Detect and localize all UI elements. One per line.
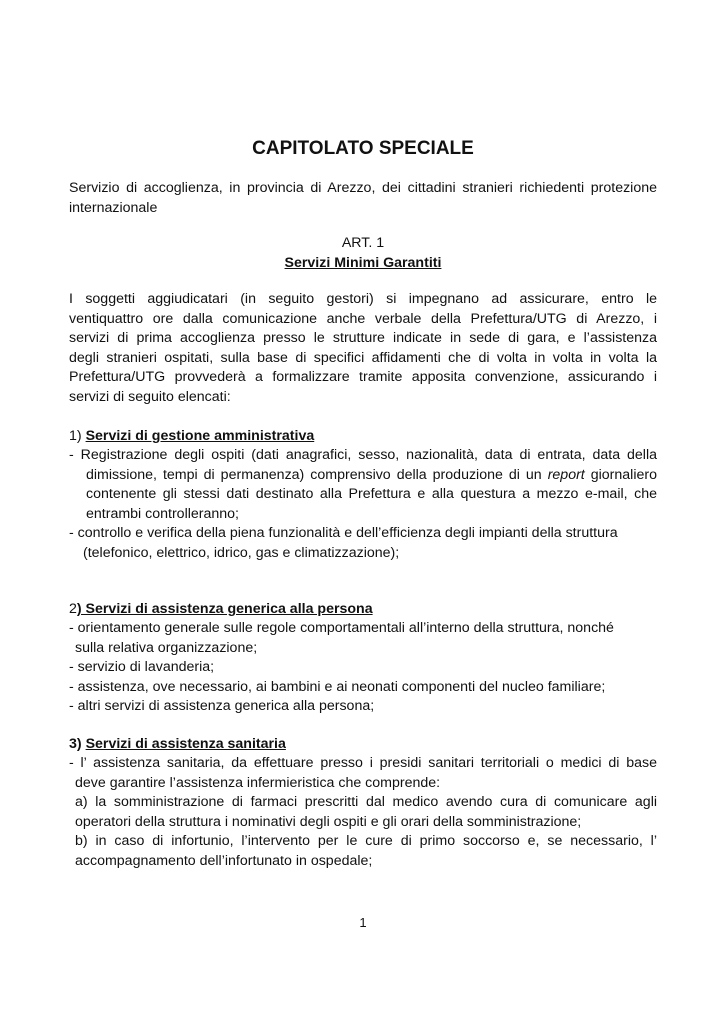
text-line: a) la somministrazione di farmaci prescritti dal medico avendo cura di comunicare agli (75, 794, 657, 811)
section-number: 3) (69, 736, 82, 752)
text-line: operatori della struttura i nominativi degli ospiti e gli orari della somministrazione; (75, 813, 582, 830)
text-line: b) in caso di infortunio, l’intervento per le cure di primo soccorso e, se necessario, l’ (75, 833, 657, 850)
text-line: sulla relativa organizzazione; (75, 639, 258, 656)
text-line: ventiquattro ore dalla comunicazione anche verbale della Prefettura/UTG di Arezzo, i (69, 310, 657, 327)
section-3-heading (69, 735, 657, 755)
text-line: - controllo e verifica della piena funzionalità e dell’efficienza degli impianti della struttura (69, 525, 618, 542)
section-2-heading (69, 600, 657, 620)
section-2-body (69, 619, 657, 717)
text-line: entrambi controlleranno; (86, 505, 239, 522)
text-line: - assistenza, ove necessario, ai bambini e ai neonati componenti del nucleo familiare; (69, 678, 606, 695)
text-line: servizi di seguito elencati: (69, 388, 231, 405)
section-title: Servizi di assistenza sanitaria (85, 736, 286, 752)
document-subtitle: Servizio di accoglienza, in provincia di Arezzo, dei cittadini stranieri richiedenti protezione internazionale (69, 180, 657, 216)
article-header (69, 234, 657, 273)
text-line: Prefettura/UTG provvederà a formalizzare tramite apposita convenzione, assicurando i (69, 369, 657, 386)
text-line: I soggetti aggiudicatari (in seguito gestori) si impegnano ad assicurare, entro le (69, 291, 657, 307)
text-line: contenente gli stessi dati destinato alla Prefettura e alla questura a mezzo e-mail, che (86, 486, 657, 503)
section-3-body (69, 754, 657, 872)
article-title: Servizi Minimi Garantiti (284, 254, 442, 271)
text-line: accompagnamento dell’infortunato in ospedale; (75, 852, 373, 869)
section-1-body (69, 446, 657, 564)
section-1-heading (69, 427, 657, 447)
text-line: dimissione, tempi di permanenza) comprensivo della produzione di un report giornaliero (86, 466, 657, 483)
text-line: - orientamento generale sulle regole comportamentali all’interno della struttura, nonché (69, 620, 614, 636)
text-line: degli stranieri ospitati, sulla base di specifici affidamenti che di volta in volta in volta la (69, 349, 657, 366)
section-title: Servizi di gestione amministrativa (85, 428, 315, 444)
text-line: - l’ assistenza sanitaria, da effettuare presso i presidi sanitari territoriali o medici di base (69, 755, 657, 771)
article-number: ART. 1 (341, 235, 385, 251)
text-line: - altri servizi di assistenza generica alla persona; (69, 698, 375, 715)
section-title: ) Servizi di assistenza generica alla persona (76, 601, 373, 617)
section-number: 2 (69, 601, 77, 617)
text-line: - Registrazione degli ospiti (dati anagrafici, sesso, nazionalità, data di entrata, data della (69, 447, 657, 463)
text-line: (telefonico, elettrico, idrico, gas e climatizzazione); (83, 544, 400, 561)
text-line: - servizio di lavanderia; (69, 659, 215, 676)
document-title: CAPITOLATO SPECIALE (252, 138, 474, 159)
section-number: 1) (69, 428, 82, 444)
page-number: 1 (359, 915, 367, 930)
intro-paragraph (69, 290, 657, 408)
text-line: deve garantire l’assistenza infermieristica che comprende: (75, 774, 441, 791)
text-line: servizi di prima accoglienza presso le strutture indicate in sede di gara, e l’assistenza (69, 330, 657, 347)
